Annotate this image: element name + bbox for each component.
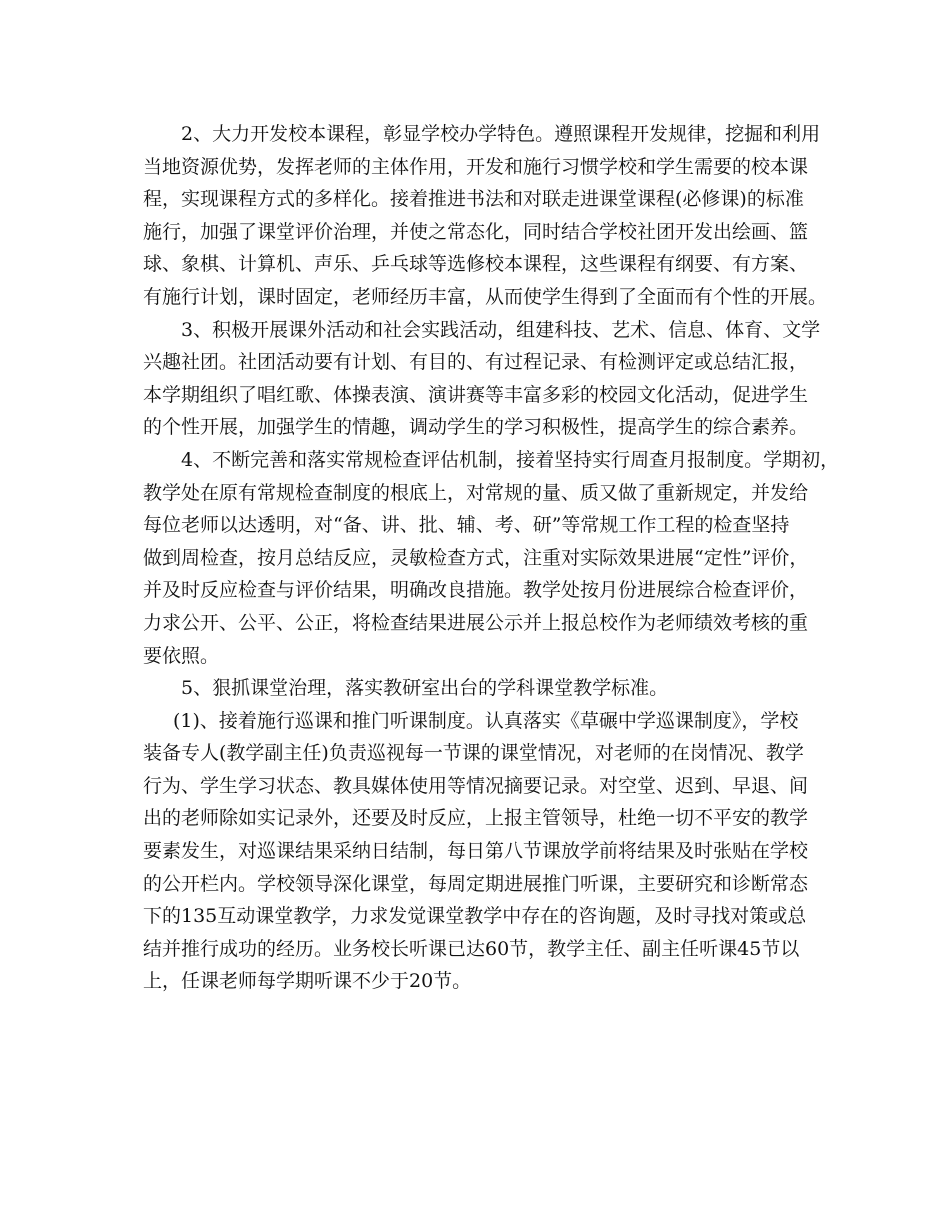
paragraph-5-1-line-2: 装备专人(教学副主任)负责巡视每一节课的课堂情况，对老师的在岗情况、教学 — [143, 742, 804, 765]
paragraph-5-1-line-1: (1)、接着施行巡课和推门听课制度。认真落实《草碾中学巡课制度》，学校 — [173, 709, 799, 732]
paragraph-3-line-4: 的个性开展，加强学生的情趣，调动学生的学习积极性，提高学生的综合素养。 — [143, 416, 809, 439]
paragraph-4-line-1: 4、不断完善和落实常规检查评估机制，接着坚持实行周查月报制度。学期初， — [181, 448, 840, 471]
paragraph-5-line-1: 5、狠抓课堂治理，落实教研室出台的学科课堂教学标准。 — [181, 677, 669, 700]
paragraph-2-line-1: 2、大力开发校本课程，彰显学校办学特色。遵照课程开发规律，挖掘和利用 — [181, 123, 821, 145]
paragraph-4-line-4: 做到周检查，按月总结反应，灵敏检查方式，注重对实际效果进展“定性”评价， — [143, 546, 809, 569]
document-body — [143, 118, 840, 998]
paragraph-4-line-3: 每位老师以达透明，对“备、讲、批、辅、考、研”等常规工作工程的检查坚持 — [143, 514, 790, 537]
paragraph-2-line-3: 程，实现课程方式的多样化。接着推进书法和对联走进课堂课程(必修课)的标准 — [143, 188, 804, 211]
paragraph-5-1-line-8: 结并推行成功的经历。业务校长听课已达60节，教学主任、副主任听课45节以 — [143, 937, 800, 960]
paragraph-5-1-line-7: 下的135互动课堂教学，力求发觉课堂教学中存在的咨询题，及时寻找对策或总 — [143, 905, 807, 928]
paragraph-5-1-line-4: 出的老师除如实记录外，还要及时反应，上报主管领导，杜绝一切不平安的教学 — [143, 807, 809, 830]
paragraph-5-1-line-6: 的公开栏内。学校领导深化课堂，每周定期进展推门听课，主要研究和诊断常态 — [143, 872, 809, 895]
paragraph-2-line-2: 当地资源优势，发挥老师的主体作用，开发和施行习惯学校和学生需要的校本课 — [143, 155, 809, 178]
paragraph-4-line-2: 教学处在原有常规检查制度的根底上，对常规的量、质又做了重新规定，并发给 — [143, 481, 809, 504]
paragraph-3-line-1: 3、积极开展课外活动和社会实践活动，组建科技、艺术、信息、体育、文学 — [181, 318, 821, 341]
paragraph-4-line-5: 并及时反应检查与评价结果，明确改良措施。教学处按月份进展综合检查评价， — [143, 579, 809, 602]
paragraph-5-1-line-5: 要素发生，对巡课结果采纳日结制，每日第八节课放学前将结果及时张贴在学校 — [143, 840, 809, 863]
paragraph-3-line-2: 兴趣社团。社团活动要有计划、有目的、有过程记录、有检测评定或总结汇报， — [143, 351, 809, 374]
paragraph-2-line-4: 施行，加强了课堂评价治理，并使之常态化，同时结合学校社团开发出绘画、篮 — [143, 220, 809, 243]
paragraph-5-1-line-3: 行为、学生学习状态、教具媒体使用等情况摘要记录。对空堂、迟到、早退、间 — [143, 774, 809, 797]
paragraph-5-1-line-9: 上，任课老师每学期听课不少于20节。 — [143, 970, 472, 993]
paragraph-3-line-3: 本学期组织了唱红歌、体操表演、演讲赛等丰富多彩的校园文化活动，促进学生 — [143, 383, 809, 406]
paragraph-4-line-7: 要依照。 — [143, 644, 220, 667]
paragraph-2-line-5: 球、象棋、计算机、声乐、乒乓球等选修校本课程，这些课程有纲要、有方案、 — [143, 253, 809, 276]
paragraph-4-line-6: 力求公开、公平、公正，将检查结果进展公示并上报总校作为老师绩效考核的重 — [143, 611, 809, 634]
paragraph-2-line-6: 有施行计划，课时固定，老师经历丰富，从而使学生得到了全面而有个性的开展。 — [143, 285, 828, 308]
